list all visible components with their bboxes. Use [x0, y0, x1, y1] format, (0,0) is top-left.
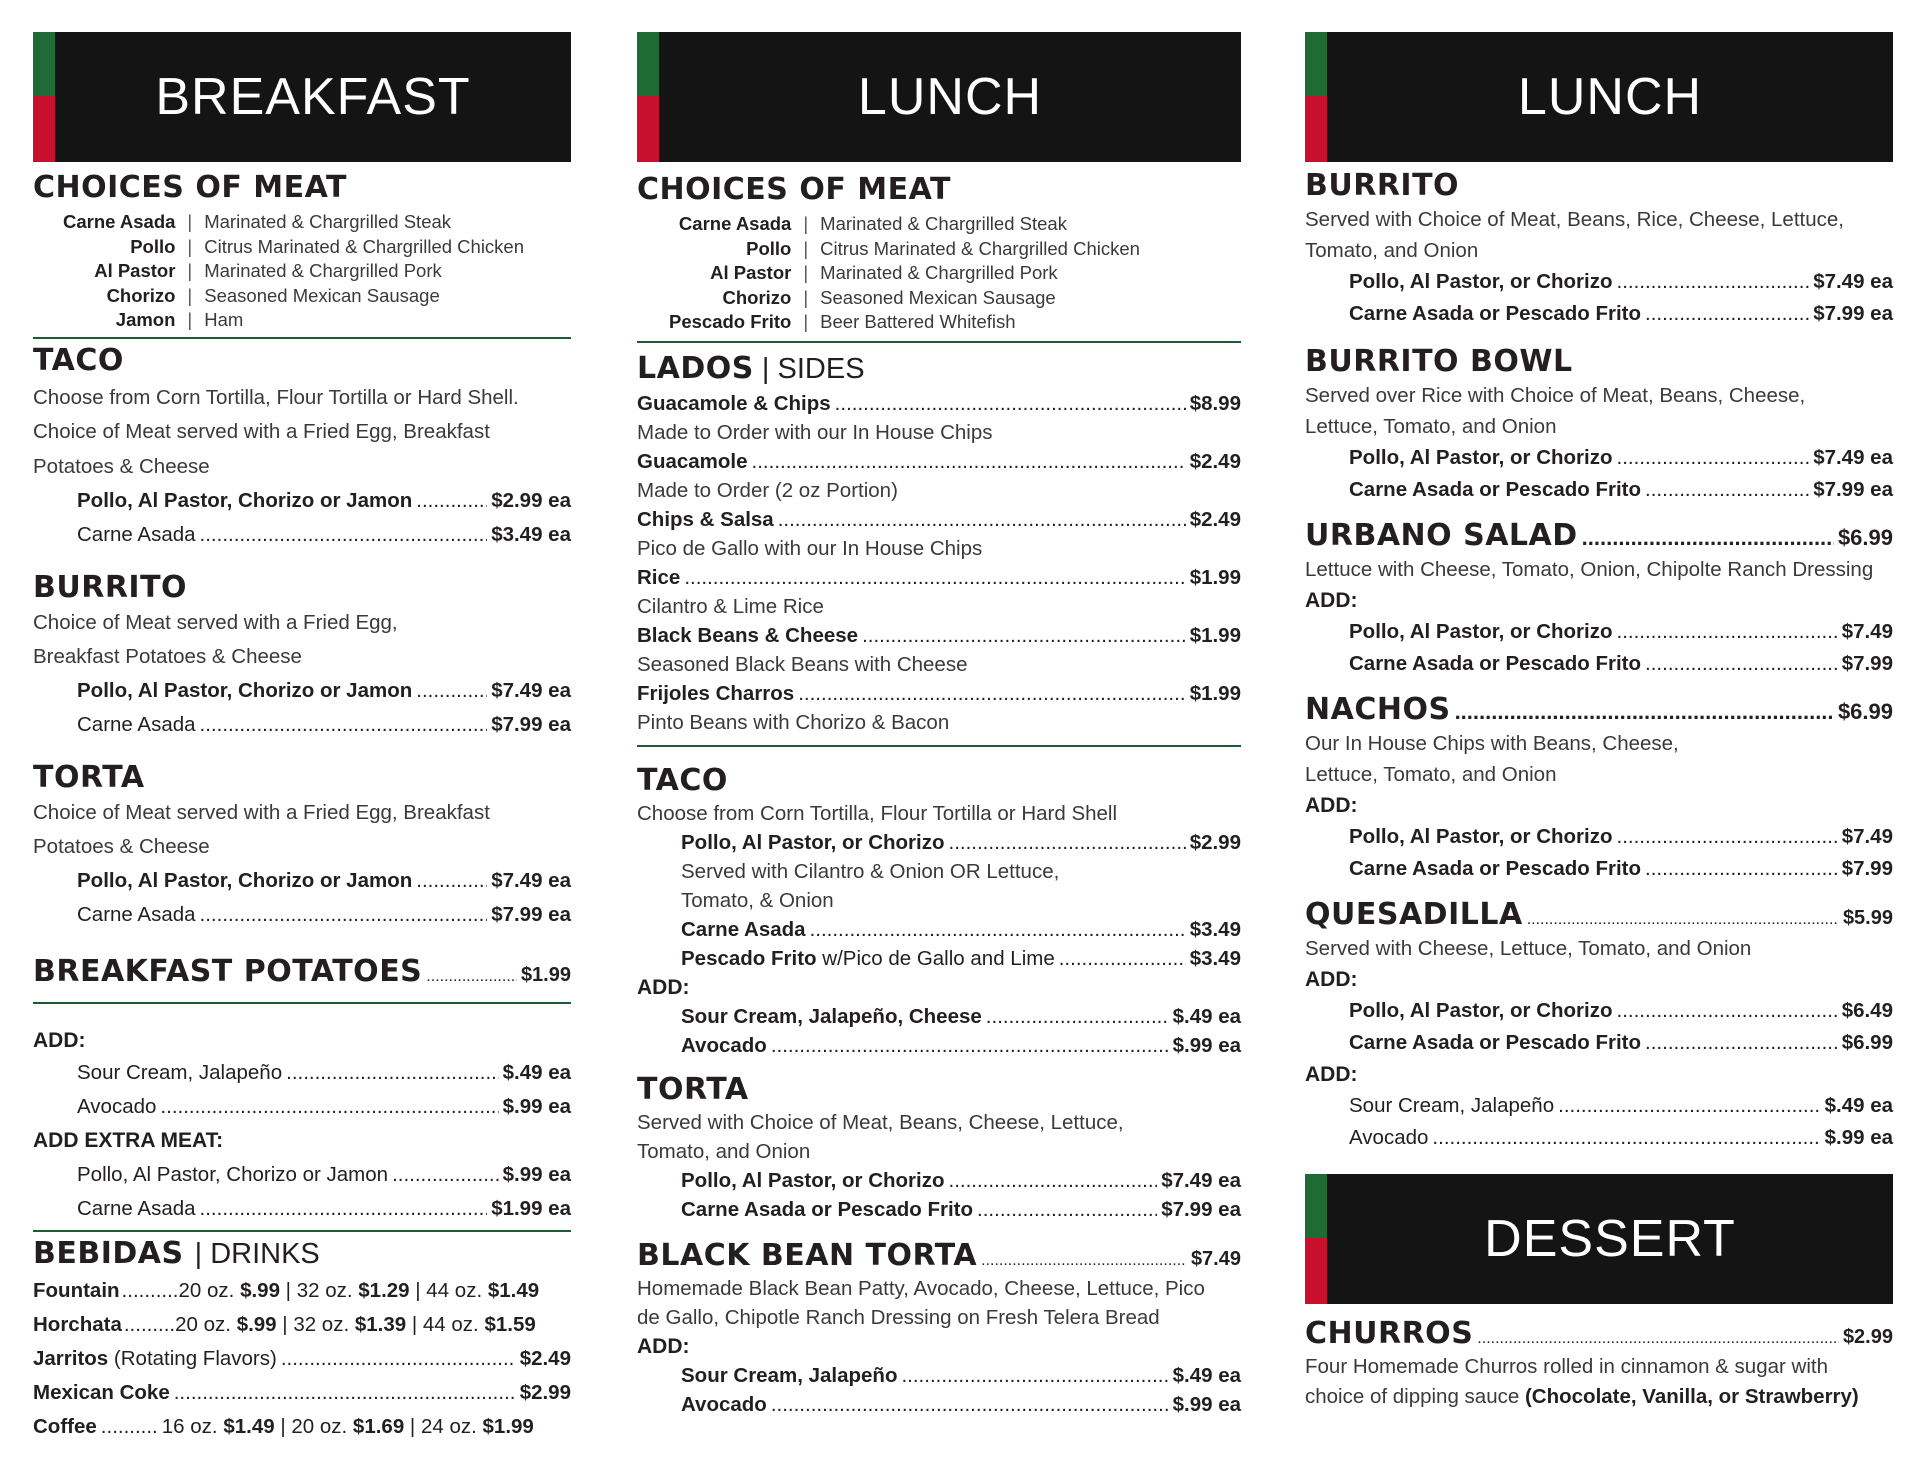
- menu-item: [637, 505, 1241, 534]
- menu-item: [1305, 821, 1893, 853]
- meat-name: Al Pastor: [94, 260, 176, 281]
- menu-item: [637, 1361, 1241, 1390]
- menu-item: [33, 1056, 571, 1090]
- menu-item: [1305, 1027, 1893, 1059]
- bbtorta-desc: de Gallo, Chipotle Ranch Dressing on Fresh Telera Bread: [637, 1305, 1160, 1329]
- item-price: $7.49: [1841, 620, 1893, 643]
- add-label: ADD:: [637, 975, 690, 999]
- drinks-subtitle: DRINKS: [210, 1238, 320, 1270]
- menu-item: [1305, 474, 1893, 506]
- item-price: $1.99: [1189, 565, 1241, 589]
- item-note: w/Pico de Gallo and Lime: [822, 946, 1055, 970]
- lunch-column-1: [637, 32, 1241, 1419]
- item-name: Carne Asada or Pescado Frito: [1349, 652, 1642, 675]
- item-price: $1.99: [1189, 623, 1241, 647]
- menu-item: [33, 1192, 571, 1226]
- item-name: Black Beans & Cheese: [637, 623, 859, 647]
- menu-item: [1305, 1090, 1893, 1122]
- banner-title: LUNCH: [1517, 68, 1703, 126]
- torta-heading: TORTA: [33, 760, 145, 795]
- item-name: Carne Asada or Pescado Frito: [1349, 1031, 1642, 1054]
- meat-name: Carne Asada: [63, 211, 176, 232]
- sauce-options: (Chocolate, Vanilla, or Strawberry): [1524, 1385, 1859, 1408]
- menu-item: [637, 1031, 1241, 1060]
- menu-item: [637, 563, 1241, 592]
- menu-item: [1305, 995, 1893, 1027]
- menu-item: [33, 484, 571, 518]
- nachos-desc: Our In House Chips with Beans, Cheese,: [1305, 732, 1679, 755]
- taco-heading: TACO: [637, 762, 728, 798]
- quesadilla-item: [1305, 897, 1893, 933]
- desc-line: Potatoes & Cheese: [33, 835, 210, 858]
- menu-item: [33, 674, 571, 708]
- item-price: $2.49: [1189, 507, 1241, 531]
- torta-desc: [33, 796, 571, 864]
- torta-desc: Served with Choice of Meat, Beans, Cheese, Lettuce,: [637, 1110, 1124, 1134]
- menu-item: [637, 1002, 1241, 1031]
- item-name: Horchata: [33, 1313, 122, 1336]
- size: 20 oz.: [291, 1415, 348, 1438]
- item-name: Pollo, Al Pastor, or Chorizo: [1349, 620, 1613, 643]
- item-name: Pollo, Al Pastor, Chorizo or Jamon: [77, 1163, 389, 1186]
- item-price: $3.49: [1189, 946, 1241, 970]
- banner-title: LUNCH: [857, 68, 1043, 126]
- bbtorta-desc: Homemade Black Bean Patty, Avocado, Cheese, Lettuce, Pico: [637, 1276, 1205, 1300]
- item-name: Coffee: [33, 1415, 97, 1438]
- meat-desc: Marinated & Chargrilled Pork: [204, 260, 442, 281]
- meat-desc: Marinated & Chargrilled Steak: [204, 211, 452, 232]
- breakfast-banner: [33, 32, 571, 162]
- size: 20 oz.: [178, 1279, 235, 1302]
- item-price: $2.49: [1189, 449, 1241, 473]
- bowl-desc: Served over Rice with Choice of Meat, Beans, Cheese,: [1305, 384, 1806, 407]
- item-name: Sour Cream, Jalapeño: [1349, 1094, 1555, 1117]
- item-name: Pollo, Al Pastor, Chorizo or Jamon: [77, 679, 413, 702]
- menu-item: [1305, 853, 1893, 885]
- menu-item: [1305, 616, 1893, 648]
- menu-item: [637, 915, 1241, 944]
- size: 16 oz.: [161, 1415, 218, 1438]
- churros-item: [1305, 1316, 1893, 1352]
- item-price: $5.99: [1842, 907, 1893, 929]
- torta-desc: Tomato, and Onion: [637, 1139, 811, 1163]
- desc-line: Choice of Meat served with a Fried Egg,: [33, 611, 398, 634]
- nachos-item: [1305, 692, 1893, 728]
- menu-item: [637, 1166, 1241, 1195]
- flag-stripe: [637, 32, 659, 162]
- price: $1.99: [482, 1415, 534, 1438]
- item-name: Mexican Coke: [33, 1381, 170, 1404]
- item-price: $1.99: [520, 964, 571, 986]
- add-label: ADD:: [1305, 794, 1358, 817]
- meat-name: Carne Asada: [678, 213, 792, 234]
- meat-desc: Marinated & Chargrilled Pork: [820, 262, 1058, 283]
- item-price: $.49 ea: [1172, 1004, 1241, 1028]
- menu-item: [1305, 648, 1893, 680]
- add-label: ADD:: [637, 1334, 690, 1358]
- burrito-heading: BURRITO: [1305, 168, 1460, 203]
- item-name: Pollo, Al Pastor, or Chorizo: [1349, 999, 1613, 1022]
- menu-item: [33, 1158, 571, 1192]
- meat-name: Jamon: [115, 309, 176, 330]
- item-desc: Served with Cilantro & Onion OR Lettuce,: [681, 859, 1060, 883]
- price: $1.59: [484, 1313, 536, 1336]
- sides-title: LADOS: [637, 350, 754, 386]
- potatoes-item: [33, 954, 571, 990]
- price: $1.29: [358, 1279, 410, 1302]
- drink-item: Coffee .......... 16 oz. $1.49 | 20 oz. $1.69 | 24 oz. $1.99: [33, 1410, 571, 1444]
- burrito-desc: Served with Choice of Meat, Beans, Rice, Cheese, Lettuce,: [1305, 208, 1844, 231]
- extra-meat-label: ADD EXTRA MEAT:: [33, 1129, 224, 1152]
- desc-line: Breakfast Potatoes & Cheese: [33, 645, 302, 668]
- meat-name: Chorizo: [106, 284, 176, 306]
- desc-line: Choice of Meat served with a Fried Egg, Breakfast: [33, 801, 490, 824]
- item-name: [681, 944, 1055, 973]
- item-desc: Made to Order with our In House Chips: [637, 420, 993, 444]
- item-desc: Pico de Gallo with our In House Chips: [637, 536, 983, 560]
- item-price: $3.49 ea: [491, 523, 571, 546]
- flag-stripe: [33, 32, 55, 162]
- add-label: ADD:: [1305, 1063, 1358, 1086]
- item-price: $7.49 ea: [1161, 1168, 1241, 1192]
- dessert-banner: [1305, 1174, 1893, 1304]
- item-name: Guacamole: [637, 449, 748, 473]
- item-name: Pollo, Al Pastor, or Chorizo: [681, 830, 945, 854]
- size: 44 oz.: [422, 1313, 479, 1336]
- menu-item: [1305, 1122, 1893, 1154]
- size: 32 oz.: [293, 1313, 350, 1336]
- divider: [33, 1230, 571, 1232]
- taco-heading: TACO: [33, 342, 124, 378]
- meat-name: Pescado Frito: [669, 311, 792, 332]
- item-name: Guacamole & Chips: [637, 391, 831, 415]
- meat-desc: Seasoned Mexican Sausage: [820, 286, 1056, 308]
- meat-list: Carne Asada | Marinated & Chargrilled Steak Pollo | Citrus Marinated & Chargrilled Chicken Al Pastor | Marinated & Chargrilled Pork Chorizo | Seasoned Mexican Sausage Pescado Frito | Beer Battered Whitefish: [637, 212, 1241, 335]
- item-desc: Seasoned Black Beans with Cheese: [637, 652, 968, 676]
- price: $1.69: [352, 1415, 405, 1438]
- meat-desc: Citrus Marinated & Chargrilled Chicken: [204, 235, 525, 257]
- item-name: Pollo, Al Pastor, or Chorizo: [681, 1168, 945, 1192]
- item-name: [33, 1342, 277, 1376]
- item-price: $7.99 ea: [491, 903, 571, 926]
- meat-name: Chorizo: [722, 286, 792, 308]
- item-name: Carne Asada or Pescado Frito: [1349, 857, 1642, 880]
- menu-item: [33, 708, 571, 742]
- divider: [33, 337, 571, 339]
- menu-item: [1305, 266, 1893, 298]
- item-price: $7.99 ea: [1813, 478, 1893, 501]
- item-label: Jarritos: [33, 1347, 109, 1370]
- item-price: $6.99: [1841, 1031, 1893, 1054]
- item-price: $7.49: [1190, 1247, 1241, 1270]
- item-note: (Rotating Flavors): [113, 1347, 277, 1370]
- price: $.99: [240, 1279, 280, 1302]
- item-name: Carne Asada: [77, 713, 196, 736]
- burrito-desc: Tomato, and Onion: [1305, 239, 1479, 262]
- bowl-desc: Lettuce, Tomato, and Onion: [1305, 415, 1557, 438]
- menu-item: [637, 621, 1241, 650]
- item-name: Sour Cream, Jalapeño: [681, 1363, 898, 1387]
- menu-item: [637, 447, 1241, 476]
- drink-item: [33, 1342, 571, 1376]
- drink-item: [33, 1376, 571, 1410]
- burrito-heading: BURRITO: [33, 570, 188, 605]
- salad-item: [1305, 518, 1893, 554]
- price: $1.49: [487, 1279, 540, 1302]
- item-price: $7.99 ea: [1161, 1197, 1241, 1221]
- item-price: $.49 ea: [1824, 1094, 1893, 1117]
- quesadilla-desc: Served with Cheese, Lettuce, Tomato, and Onion: [1305, 937, 1752, 960]
- menu-item: [637, 389, 1241, 418]
- churros-desc: [1305, 1382, 1893, 1412]
- nachos-heading: NACHOS: [1305, 692, 1451, 727]
- burrito-desc: [33, 606, 571, 674]
- meat-desc: Citrus Marinated & Chargrilled Chicken: [820, 237, 1140, 259]
- menu-item: [637, 1195, 1241, 1224]
- item-price: $7.49: [1841, 825, 1893, 848]
- item-name: Avocado: [1349, 1126, 1429, 1149]
- menu-item: [1305, 298, 1893, 330]
- add-label: ADD:: [1305, 589, 1358, 612]
- meat-name: Pollo: [130, 235, 176, 257]
- item-price: $6.49: [1841, 999, 1893, 1022]
- drinks-title: BEBIDAS: [33, 1236, 184, 1271]
- item-price: $7.49 ea: [491, 679, 571, 702]
- drink-item: Horchata ......... 20 oz. $.99 | 32 oz. $1.39 | 44 oz. $1.59: [33, 1308, 571, 1342]
- desc-line: Choose from Corn Tortilla, Flour Tortilla or Hard Shell.: [33, 385, 519, 409]
- item-desc: Cilantro & Lime Rice: [637, 594, 824, 618]
- item-price: $1.99 ea: [491, 1197, 571, 1220]
- sides-list: [637, 389, 1241, 737]
- menu-item: [637, 828, 1241, 857]
- size: 32 oz.: [296, 1279, 353, 1302]
- item-price: $7.49 ea: [1813, 446, 1893, 469]
- meat-desc: Ham: [204, 309, 244, 330]
- meat-desc: Beer Battered Whitefish: [820, 311, 1016, 332]
- menu-item: [637, 1390, 1241, 1419]
- item-price: $7.49 ea: [491, 869, 571, 892]
- menu-item: [33, 518, 571, 552]
- item-price: $.99 ea: [502, 1095, 571, 1118]
- item-price: $3.49: [1189, 917, 1241, 941]
- item-price: $7.99: [1841, 652, 1893, 675]
- item-name: Avocado: [681, 1033, 767, 1057]
- item-price: $.99 ea: [502, 1163, 571, 1186]
- meat-desc: Marinated & Chargrilled Steak: [820, 213, 1067, 234]
- bbtorta-item: [637, 1238, 1241, 1274]
- torta-heading: TORTA: [637, 1071, 749, 1107]
- item-desc: Pinto Beans with Chorizo & Bacon: [637, 710, 950, 734]
- item-label: Pescado Frito: [681, 946, 817, 970]
- churros-heading: CHURROS: [1305, 1316, 1474, 1351]
- menu-item: [33, 1090, 571, 1124]
- divider: [637, 341, 1241, 343]
- menu-item: [33, 864, 571, 898]
- lunch-column-2: [1305, 32, 1893, 1412]
- item-price: $6.99: [1837, 525, 1893, 550]
- item-name: Frijoles Charros: [637, 681, 795, 705]
- item-name: Carne Asada: [77, 1197, 196, 1220]
- item-price: $.99 ea: [1824, 1126, 1893, 1149]
- item-desc: Made to Order (2 oz Portion): [637, 478, 898, 502]
- size: 44 oz.: [426, 1279, 483, 1302]
- item-price: $2.99 ea: [491, 489, 571, 512]
- salad-heading: URBANO SALAD: [1305, 518, 1578, 553]
- lunch-banner: [637, 32, 1241, 162]
- item-name: Carne Asada: [77, 523, 196, 546]
- price: $1.49: [223, 1415, 275, 1438]
- item-name: Pollo, Al Pastor, or Chorizo: [1349, 825, 1613, 848]
- item-name: Fountain: [33, 1279, 120, 1302]
- item-price: $2.99: [519, 1381, 571, 1404]
- desc-line: Choice of Meat served with a Fried Egg, Breakfast: [33, 420, 490, 443]
- item-name: Carne Asada or Pescado Frito: [1349, 302, 1642, 325]
- sides-heading: LADOS | SIDES: [637, 350, 865, 386]
- flag-stripe: [1305, 32, 1327, 162]
- item-price: $8.99: [1189, 391, 1241, 415]
- desc-text: choice of dipping sauce: [1305, 1385, 1520, 1408]
- salad-desc: Lettuce with Cheese, Tomato, Onion, Chipolte Ranch Dressing: [1305, 558, 1874, 581]
- flag-stripe: [1305, 1174, 1327, 1304]
- size: 20 oz.: [175, 1313, 231, 1336]
- menu-item: [33, 898, 571, 932]
- item-name: Carne Asada: [681, 917, 806, 941]
- item-price: $.99 ea: [1172, 1033, 1241, 1057]
- item-name: Avocado: [77, 1095, 157, 1118]
- item-name: Pollo, Al Pastor, or Chorizo: [1349, 270, 1613, 293]
- sides-subtitle: SIDES: [777, 352, 865, 385]
- meat-heading: CHOICES OF MEAT: [33, 170, 347, 205]
- item-name: Sour Cream, Jalapeño, Cheese: [681, 1004, 982, 1028]
- item-desc: Tomato, & Onion: [681, 888, 834, 912]
- add-label: ADD:: [1305, 968, 1358, 991]
- item-price: $2.49: [519, 1347, 571, 1370]
- divider: [637, 745, 1241, 747]
- add-label: ADD:: [33, 1029, 86, 1052]
- item-price: $7.99 ea: [1813, 302, 1893, 325]
- churros-desc: Four Homemade Churros rolled in cinnamon & sugar with: [1305, 1355, 1828, 1378]
- item-name: Carne Asada or Pescado Frito: [1349, 478, 1642, 501]
- nachos-desc: Lettuce, Tomato, and Onion: [1305, 763, 1557, 786]
- item-name: Pollo, Al Pastor, Chorizo or Jamon: [77, 489, 413, 512]
- taco-desc: [33, 381, 571, 485]
- meat-list: Carne Asada | Marinated & Chargrilled Steak Pollo | Citrus Marinated & Chargrilled Chicken Al Pastor | Marinated & Chargrilled Pork Chorizo | Seasoned Mexican Sausage Jamon | Ham: [33, 210, 571, 333]
- price: $1.39: [354, 1313, 407, 1336]
- bbtorta-heading: BLACK BEAN TORTA: [637, 1237, 978, 1273]
- item-name: Pollo, Al Pastor, Chorizo or Jamon: [77, 869, 413, 892]
- item-price: $.99 ea: [1172, 1392, 1241, 1416]
- item-price: $2.99: [1189, 830, 1241, 854]
- quesadilla-heading: QUESADILLA: [1305, 897, 1523, 932]
- item-name: Avocado: [681, 1392, 767, 1416]
- banner-title: BREAKFAST: [155, 68, 471, 126]
- item-price: $.49 ea: [502, 1061, 571, 1084]
- item-price: $7.99: [1841, 857, 1893, 880]
- price: $.99: [236, 1313, 277, 1336]
- size: 24 oz.: [420, 1415, 477, 1438]
- lunch-banner: [1305, 32, 1893, 162]
- drink-item: Fountain .......... 20 oz. $.99 | 32 oz. $1.29 | 44 oz. $1.49: [33, 1274, 571, 1308]
- item-name: Sour Cream, Jalapeño: [77, 1061, 283, 1084]
- item-price: $6.99: [1837, 699, 1893, 724]
- item-price: $7.99 ea: [491, 713, 571, 736]
- desc-line: Potatoes & Cheese: [33, 454, 210, 478]
- bowl-heading: BURRITO BOWL: [1305, 344, 1573, 379]
- breakfast-column: [33, 32, 571, 1444]
- taco-desc: Choose from Corn Tortilla, Flour Tortilla or Hard Shell: [637, 801, 1118, 825]
- menu-item: [637, 679, 1241, 708]
- meat-heading: CHOICES OF MEAT: [637, 172, 951, 207]
- item-price: $1.99: [1189, 681, 1241, 705]
- item-price: $2.99: [1842, 1326, 1893, 1348]
- banner-title: DESSERT: [1484, 1210, 1736, 1268]
- item-price: $.49 ea: [1172, 1363, 1241, 1387]
- item-name: Carne Asada: [77, 903, 196, 926]
- item-name: Pollo, Al Pastor, or Chorizo: [1349, 446, 1613, 469]
- meat-name: Al Pastor: [710, 262, 792, 283]
- item-name: Chips & Salsa: [637, 507, 774, 531]
- potatoes-heading: BREAKFAST POTATOES: [33, 954, 423, 989]
- meat-name: Pollo: [746, 237, 792, 259]
- divider: [33, 1002, 571, 1004]
- item-name: Rice: [637, 565, 681, 589]
- drinks-heading: BEBIDAS | DRINKS: [33, 1236, 320, 1271]
- item-name: Carne Asada or Pescado Frito: [681, 1197, 974, 1221]
- menu-item: [1305, 442, 1893, 474]
- meat-desc: Seasoned Mexican Sausage: [204, 284, 440, 306]
- item-price: $7.49 ea: [1813, 270, 1893, 293]
- menu-item: [637, 944, 1241, 973]
